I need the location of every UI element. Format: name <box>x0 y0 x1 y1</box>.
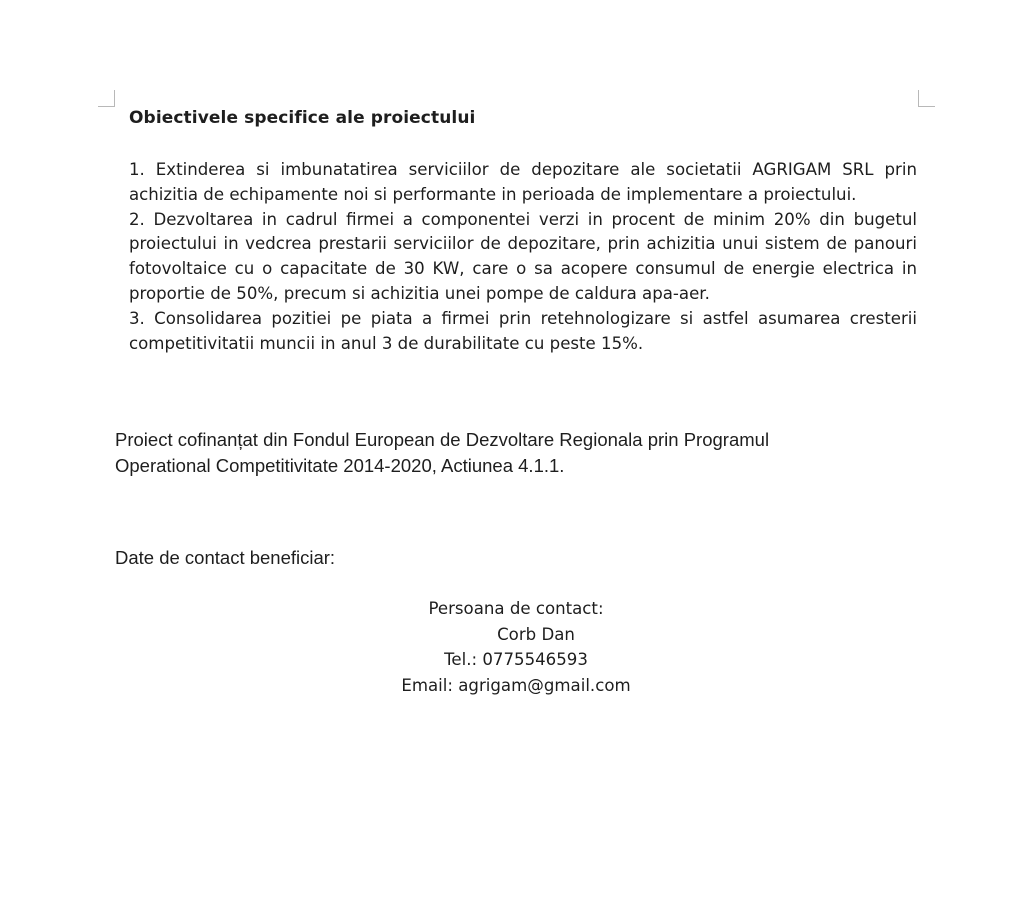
funding-line: Proiect cofinanțat din Fondul European de Dezvoltare Regionala prin Programul <box>115 429 770 450</box>
objective-item: 3. Consolidarea pozitiei pe piata a firmei prin retehnologizare si astfel asumarea cresterii competitivitatii muncii in anul 3 de durabilitate cu peste 15%. <box>129 308 917 353</box>
objective-item: 1. Extinderea si imbunatatirea serviciilor de depozitare ale societatii AGRIGAM SRL prin achizitia de echipamente noi si performante in perioada de implementare a proiectului. <box>129 160 917 204</box>
contact-person-name: Corb Dan <box>497 624 575 644</box>
contact-phone: Tel.: 0775546593 <box>444 650 588 669</box>
page-corner-mark-top-right <box>918 90 935 107</box>
contact-email: Email: agrigam@gmail.com <box>401 675 631 695</box>
contact-details <box>330 596 702 698</box>
objective-item: 2. Dezvoltarea in cadrul firmei a componentei verzi in procent de minim 20% din bugetul proiectului in vedcrea prestarii serviciilor de depozitare, prin achizitia unui sistem de panouri fotovoltaice cu o capacitate de 30 KW, care o sa acopere consumul de energie electrica in proportie de 50%, precum si achizitia unei pompe de caldura apa-aer. <box>129 209 917 303</box>
objectives-list <box>129 158 917 356</box>
page-corner-mark-top-left <box>98 90 115 107</box>
section-heading: Obiectivele specifice ale proiectului <box>129 108 476 128</box>
contact-section-label: Date de contact beneficiar: <box>115 547 336 568</box>
funding-statement <box>115 427 915 479</box>
contact-person-label: Persoana de contact: <box>428 599 604 618</box>
funding-line: Operational Competitivitate 2014-2020, Actiunea 4.1.1. <box>115 455 565 476</box>
